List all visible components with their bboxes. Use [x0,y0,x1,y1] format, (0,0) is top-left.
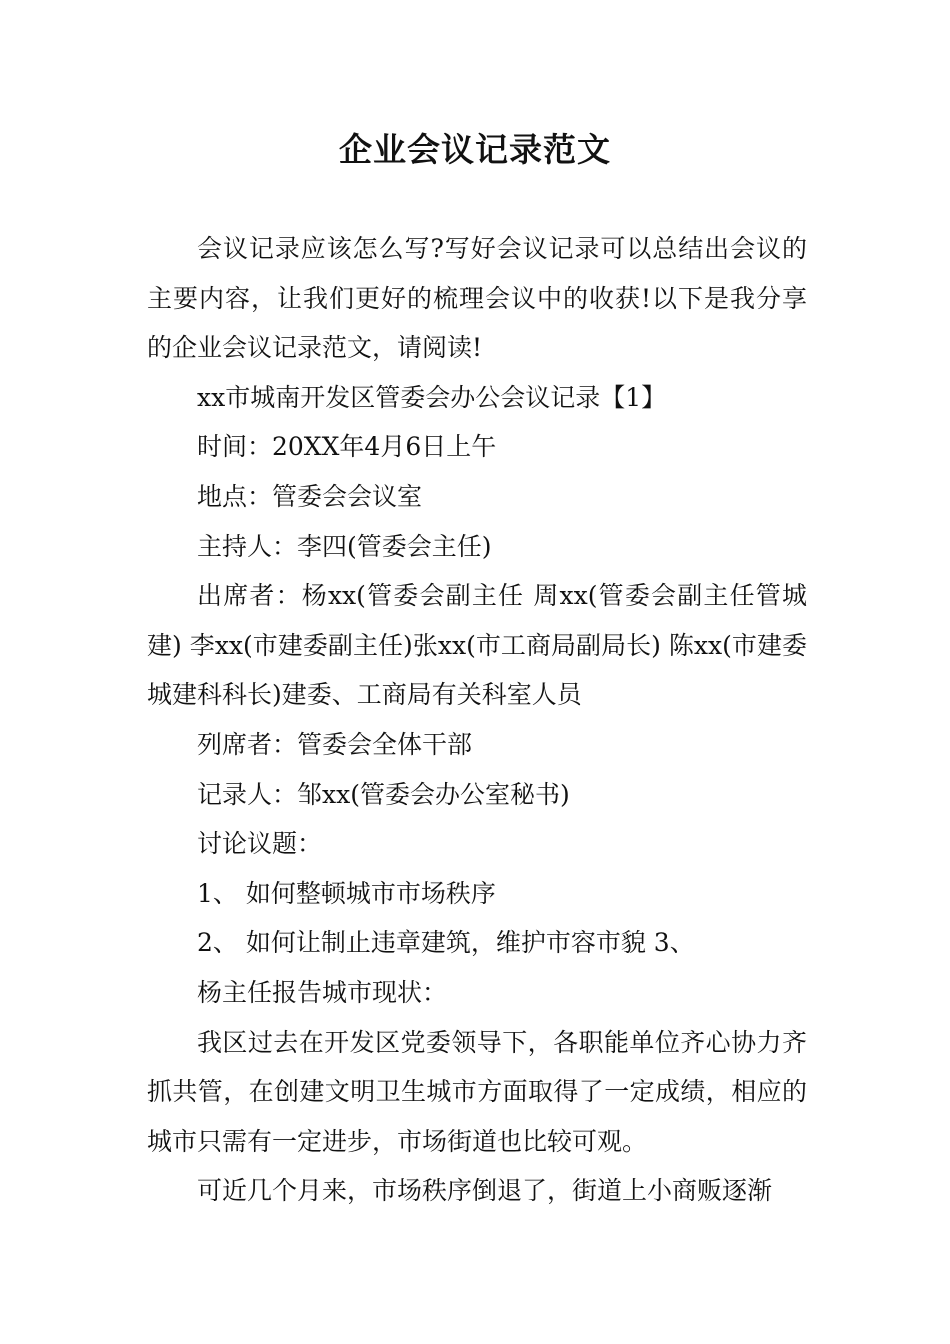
report-paragraph-1: 我区过去在开发区党委领导下，各职能单位齐心协力齐抓共管，在创建文明卫生城市方面取得了一定成绩，相应的城市只需有一定进步，市场街道也比较可观。 [147,1027,807,1156]
meeting-location: 地点：管委会会议室 [197,481,423,511]
discussion-topics-heading: 讨论议题： [197,829,323,859]
document-title: 企业会议记录范文 [339,130,611,169]
topic-item-2: 2、 如何让制止违章建筑，维护市容市貌 3、 [197,928,695,958]
meeting-host: 主持人：李四(管委会主任) [197,531,492,561]
topic-item-1: 1、 如何整顿城市市场秩序 [197,878,496,908]
report-heading: 杨主任报告城市现状： [197,977,448,1007]
meeting-time: 时间：20XX年4月6日上午 [197,432,497,462]
document-body [147,224,807,1216]
meeting-observers: 列席者：管委会全体干部 [197,729,473,759]
meeting-attendees: 出席者：杨xx(管委会副主任 周xx(管委会副主任管城建) 李xx(市建委副主任)张xx(市工商局副局长) 陈xx(市建委城建科科长)建委、工商局有关科室人员 [147,581,807,710]
intro-paragraph: 会议记录应该怎么写?写好会议记录可以总结出会议的主要内容，让我们更好的梳理会议中的收获!以下是我分享的企业会议记录范文，请阅读! [147,234,807,363]
report-paragraph-2: 可近几个月来，市场秩序倒退了，街道上小商贩逐渐 [197,1176,773,1206]
meeting-recorder: 记录人：邹xx(管委会办公室秘书) [197,779,570,809]
meeting-heading: xx市城南开发区管委会办公会议记录【1】 [197,382,667,412]
